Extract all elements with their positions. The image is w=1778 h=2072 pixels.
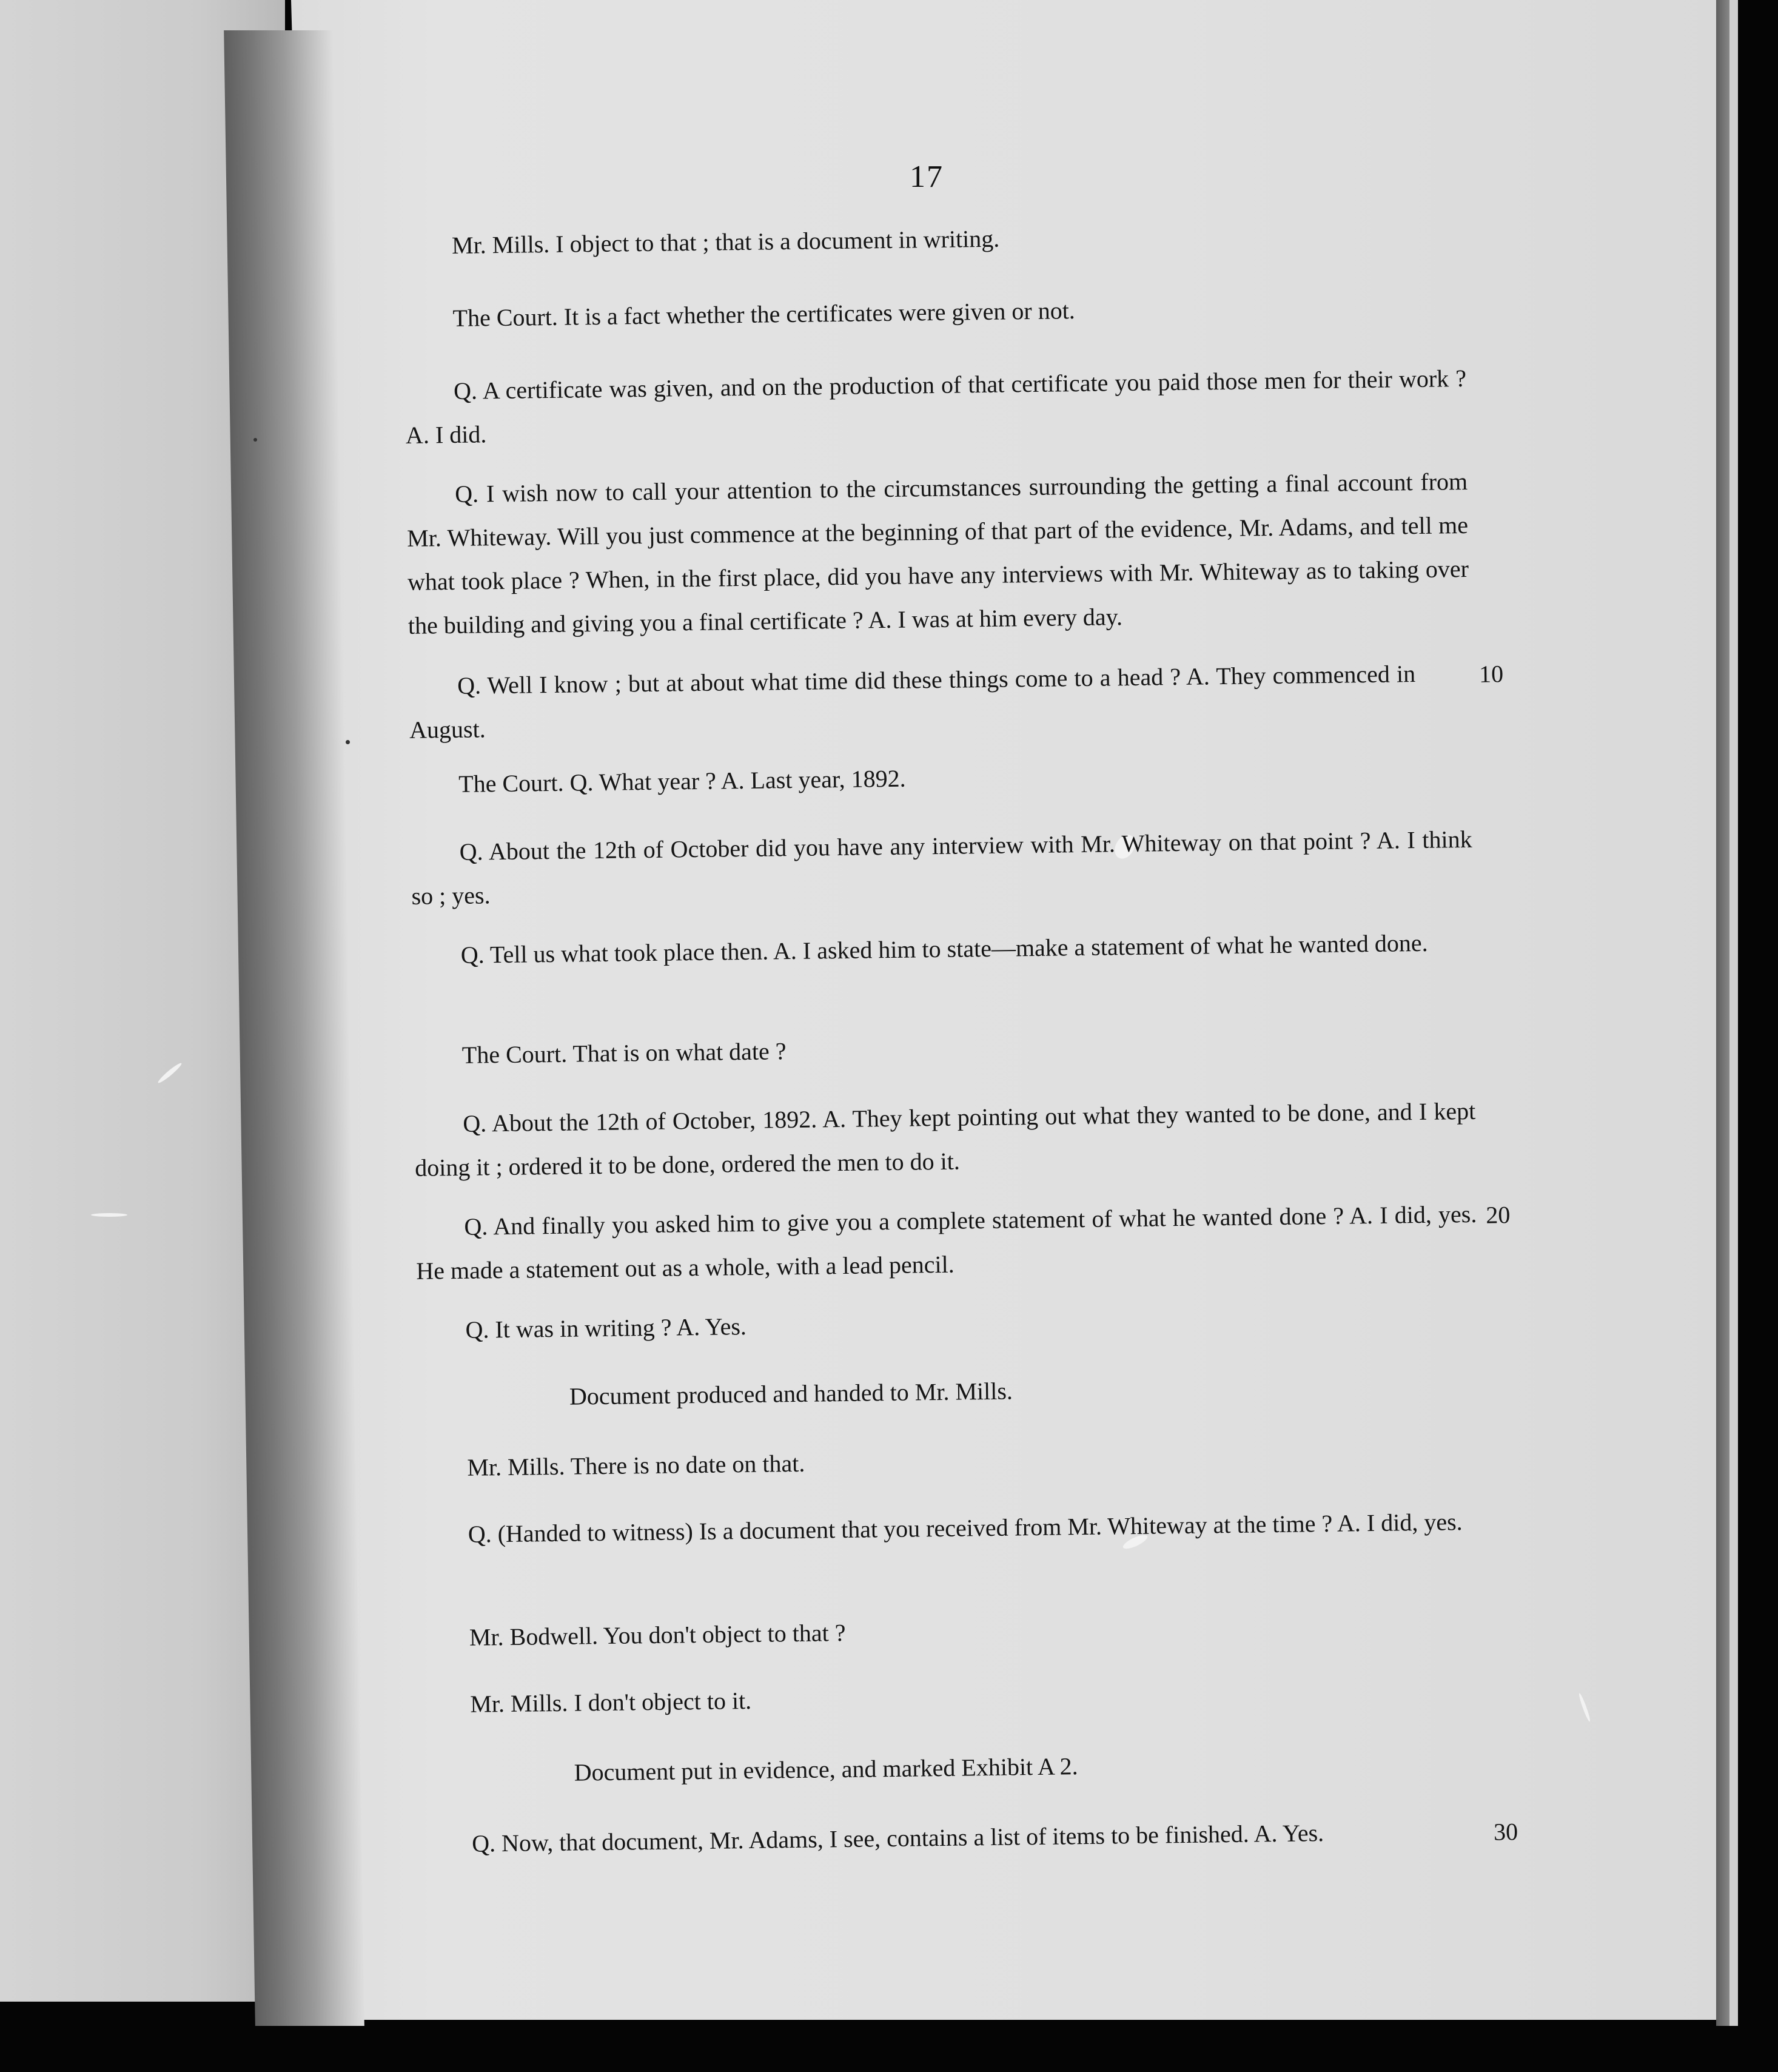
paragraph: Q. A certificate was given, and on the production of that certificate you paid those men for their work ? A. I did. — [405, 364, 1467, 449]
paragraph: Q. And finally you asked him to give you a complete statement of what he wanted done ? A. I did, yes. He made a statement out as a whole, with a lead pencil. — [416, 1200, 1477, 1285]
paragraph: Q. Now, that document, Mr. Adams, I see, contains a list of items to be finished. A. Yes. — [471, 1819, 1324, 1857]
paragraph: The Court. That is on what date ? — [461, 1037, 787, 1069]
paragraph: Mr. Mills. There is no date on that. — [467, 1449, 805, 1481]
paragraph: Q. About the 12th of October did you have any interview with Mr. Whiteway on that point ? A. I think so ; yes. — [411, 825, 1472, 910]
page-edge-shadow — [1716, 0, 1729, 2026]
line-number-30: 30 — [1493, 1818, 1518, 1846]
paragraph: The Court. Q. What year ? A. Last year, 1892. — [458, 764, 906, 798]
paragraph: Mr. Bodwell. You don't object to that ? — [469, 1618, 846, 1651]
paragraph: Document put in evidence, and marked Exhibit A 2. — [574, 1752, 1078, 1786]
paragraph: Mr. Mills. I don't object to it. — [470, 1686, 752, 1718]
paragraph: Mr. Mills. I object to that ; that is a document in writing. — [451, 224, 1000, 259]
page-number: 17 — [910, 160, 944, 194]
paragraph: Q. It was in writing ? A. Yes. — [465, 1313, 747, 1344]
page-edge — [1729, 0, 1738, 2026]
scan-dot — [253, 438, 257, 442]
paragraph: Q. (Handed to witness) Is a document that you received from Mr. Whiteway at the time ? A. I did, yes. — [468, 1508, 1463, 1548]
paragraph: Q. Well I know ; but at about what time did these things come to a head ? A. They commenced in August. — [409, 660, 1416, 744]
line-number-20: 20 — [1486, 1201, 1511, 1229]
paragraph: Q. About the 12th of October, 1892. A. They kept pointing out what they wanted to be done, and I kept doing it ; ordered it to be done, ordered the men to do it. — [414, 1097, 1476, 1182]
paragraph: The Court. It is a fact whether the certificates were given or not. — [452, 297, 1076, 332]
paragraph: Q. I wish now to call your attention to the circumstances surrounding the getting a final account from Mr. Whiteway. Will you just commence at the beginning of that part of the evidence, Mr. Adams, and tell me what took place ? When, in the first place, did you have any interviews with Mr. Whiteway as to taking over the building and giving you a final certificate ? A. I was at him every day. — [406, 467, 1469, 639]
line-number-10: 10 — [1478, 660, 1504, 688]
paragraph: Q. Tell us what took place then. A. I asked him to state—make a statement of what he wanted done. — [460, 929, 1428, 969]
paragraph: Document produced and handed to Mr. Mills. — [569, 1377, 1013, 1410]
scan-dot — [346, 740, 350, 744]
scan-speck — [91, 1213, 127, 1217]
